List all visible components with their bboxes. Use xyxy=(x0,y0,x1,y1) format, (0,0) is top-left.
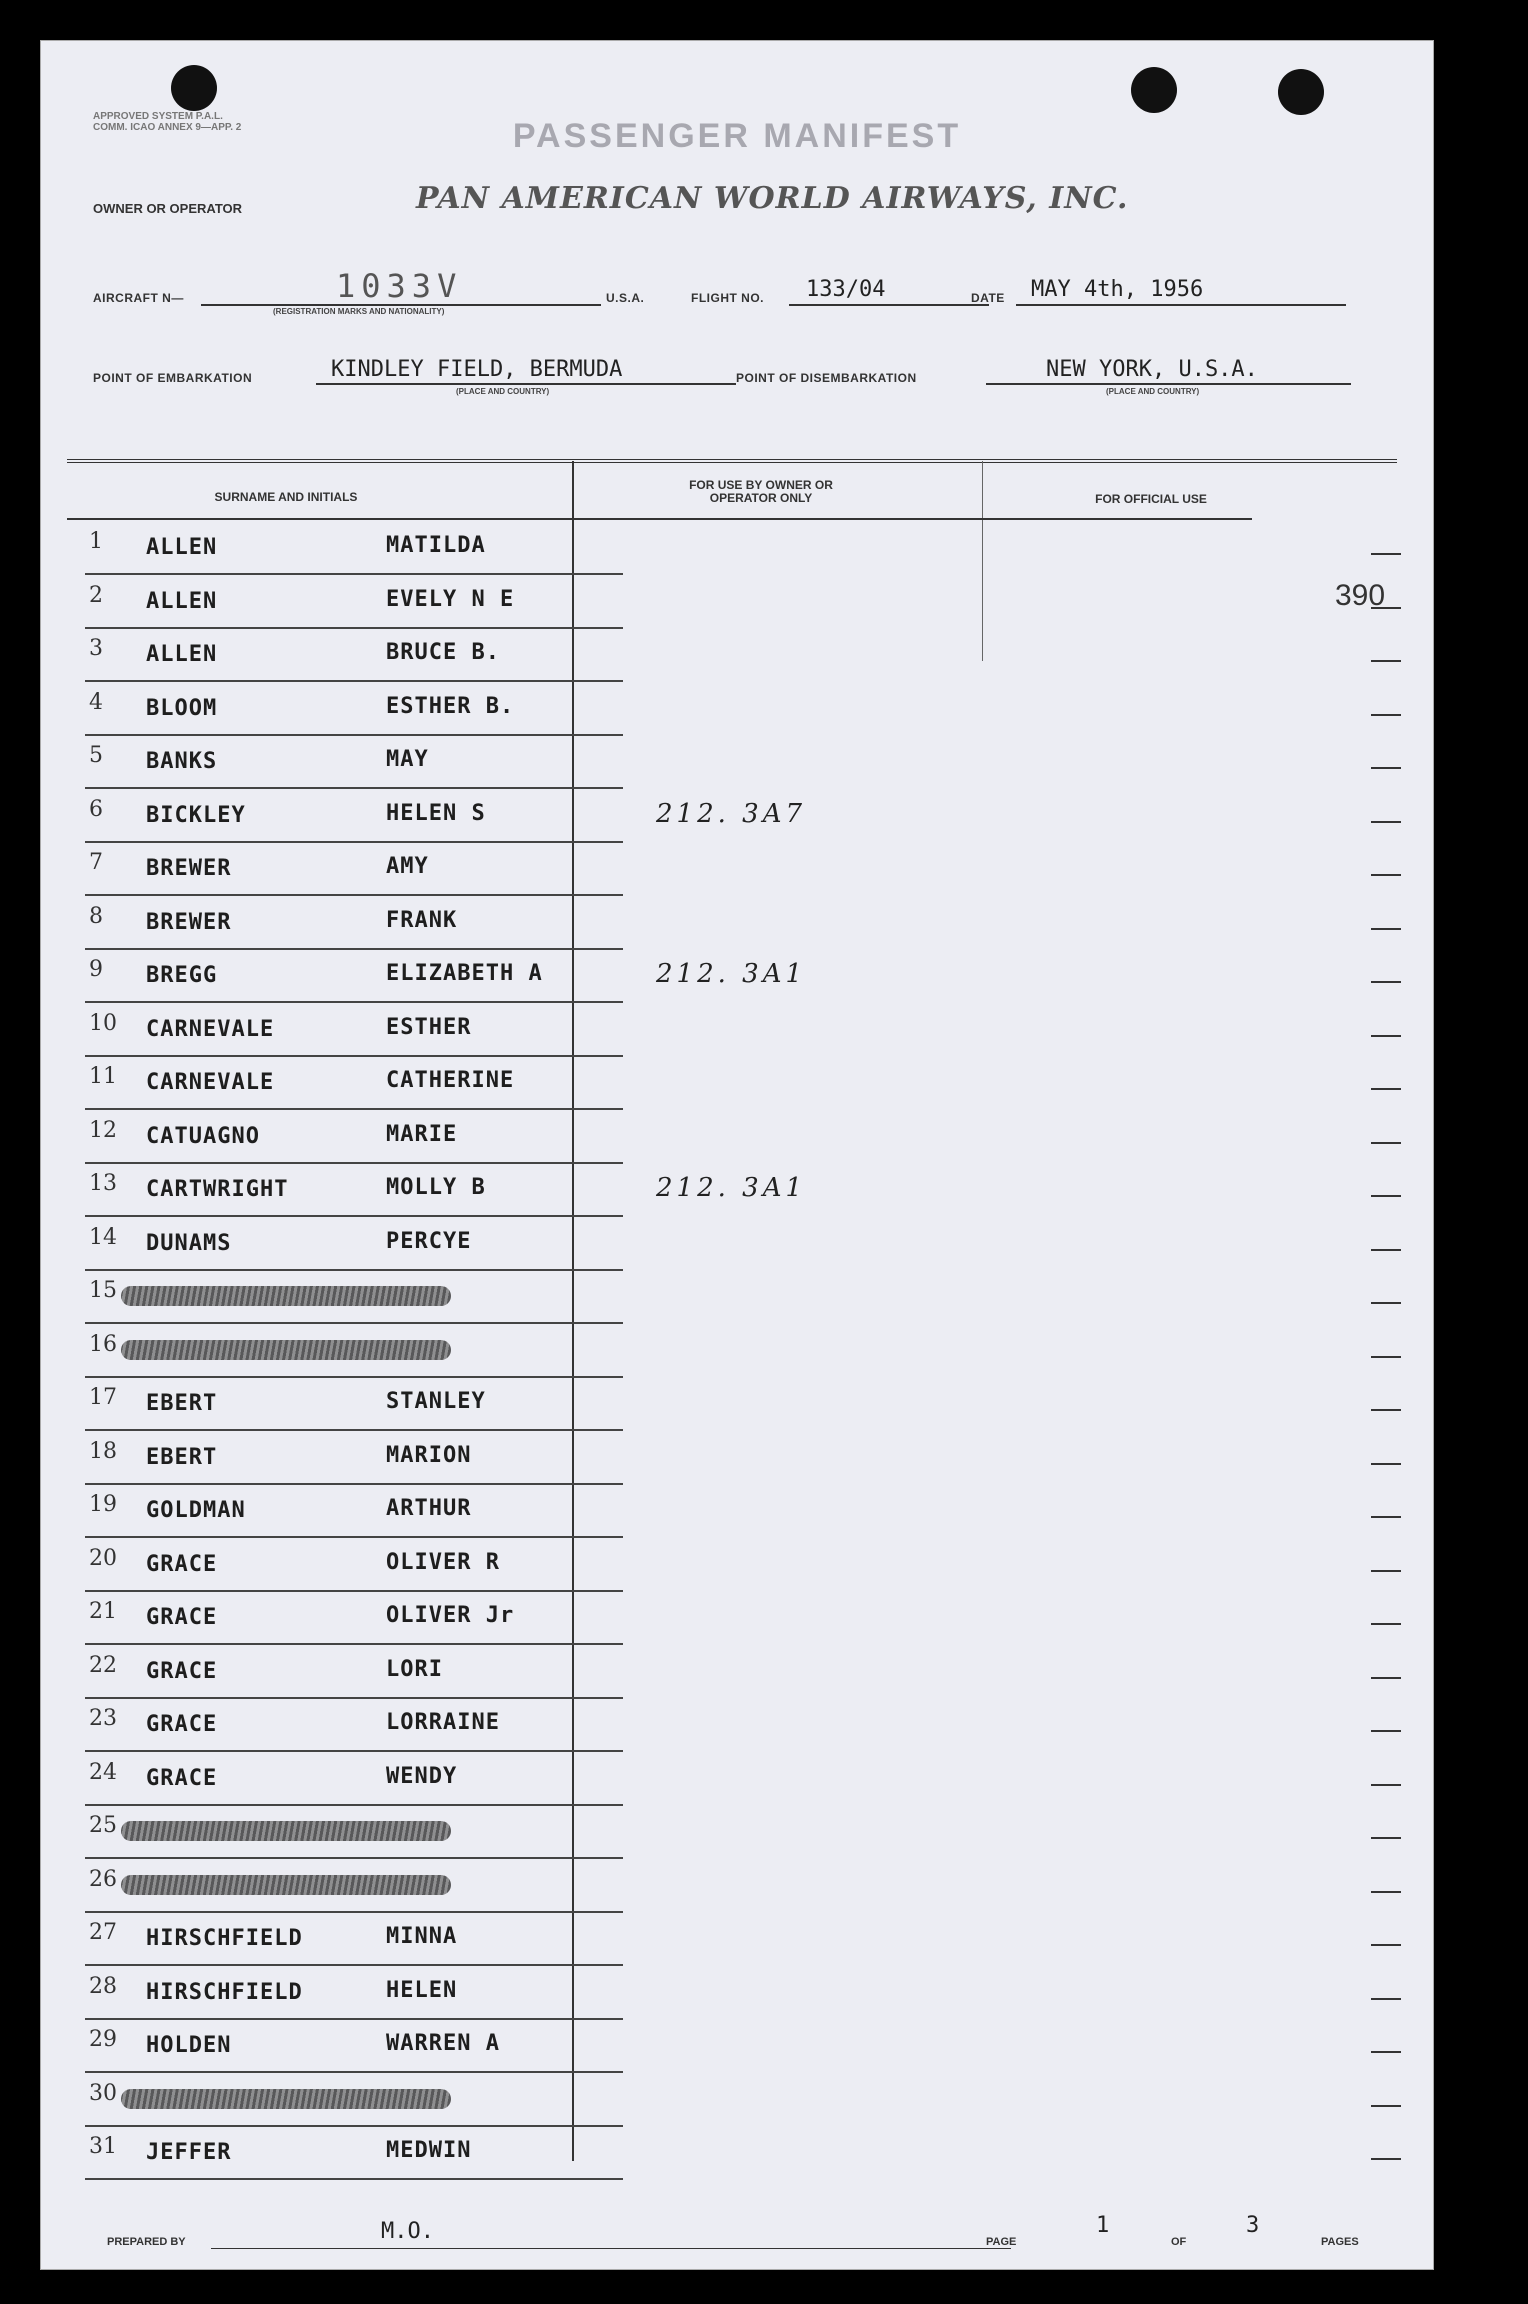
row-number: 5 xyxy=(89,743,103,768)
passenger-surname: HIRSCHFIELD xyxy=(146,1979,303,2005)
passenger-given-name: ESTHER B. xyxy=(386,693,515,719)
passenger-given-name: AMY xyxy=(386,854,429,879)
official-tick xyxy=(1371,1784,1401,1786)
row-number: 17 xyxy=(89,1385,117,1410)
row-rule xyxy=(85,2018,623,2020)
row-rule xyxy=(85,1536,623,1538)
redacted-entry xyxy=(121,2089,451,2109)
official-tick xyxy=(1371,1088,1401,1090)
official-tick xyxy=(1371,1142,1401,1144)
passenger-surname: ALLEN xyxy=(146,642,218,667)
passenger-surname: HIRSCHFIELD xyxy=(146,1926,303,1951)
row-number: 28 xyxy=(89,1973,117,1999)
official-tick xyxy=(1371,714,1401,716)
row-number: 24 xyxy=(89,1759,117,1785)
passenger-given-name: MEDWIN xyxy=(386,2138,472,2163)
passenger-given-name: OLIVER R xyxy=(386,1549,500,1575)
official-tick xyxy=(1371,607,1401,609)
row-number: 7 xyxy=(89,850,103,875)
row-number: 14 xyxy=(89,1224,117,1250)
official-tick xyxy=(1371,1837,1401,1839)
row-number: 26 xyxy=(89,1866,117,1892)
table-row xyxy=(71,951,1401,1003)
table-row xyxy=(71,737,1401,789)
official-tick xyxy=(1371,874,1401,876)
official-tick xyxy=(1371,2158,1401,2160)
row-number: 16 xyxy=(89,1331,117,1357)
page-label: PAGE xyxy=(986,2236,1017,2248)
passenger-surname: GRACE xyxy=(146,1765,218,1791)
table-row xyxy=(71,1914,1401,1966)
passenger-given-name: WARREN A xyxy=(386,2031,500,2056)
table-row xyxy=(71,1165,1401,1217)
date-label: DATE xyxy=(971,291,1005,305)
row-rule xyxy=(85,1697,623,1699)
passenger-surname: GRACE xyxy=(146,1605,218,1630)
table-row xyxy=(71,1112,1401,1164)
row-rule xyxy=(85,948,623,950)
row-rule xyxy=(85,1001,623,1003)
official-tick xyxy=(1371,553,1401,555)
passenger-given-name: ELIZABETH A xyxy=(386,961,543,986)
official-tick xyxy=(1371,2051,1401,2053)
col-owner-header: FOR USE BY OWNER OR OPERATOR ONLY xyxy=(689,478,833,505)
approval-stamp: APPROVED SYSTEM P.A.L. COMM. ICAO ANNEX 9—APP. 2 xyxy=(93,111,242,133)
passenger-surname: BREWER xyxy=(146,909,232,935)
table-row xyxy=(71,630,1401,682)
row-number: 21 xyxy=(89,1599,117,1624)
row-rule xyxy=(85,1162,623,1164)
table-row xyxy=(71,1272,1401,1324)
aircraft-value: 1033V xyxy=(336,267,463,305)
table-row xyxy=(71,1540,1401,1592)
passenger-surname: GRACE xyxy=(146,1551,218,1577)
owner-label: OWNER OR OPERATOR xyxy=(93,201,243,216)
passenger-surname: BLOOM xyxy=(146,695,218,721)
row-rule xyxy=(85,573,623,575)
row-number: 3 xyxy=(89,636,103,661)
embarkation-label: POINT OF EMBARKATION xyxy=(93,371,253,385)
owner-name: PAN AMERICAN WORLD AIRWAYS, INC. xyxy=(416,181,1129,216)
aircraft-sub: (REGISTRATION MARKS AND NATIONALITY) xyxy=(273,307,445,316)
table-row xyxy=(71,1700,1401,1752)
passenger-surname: CARNEVALE xyxy=(146,1070,275,1095)
row-rule xyxy=(85,1750,623,1752)
table-row xyxy=(71,2128,1401,2180)
page-number: 1 xyxy=(1096,2213,1110,2238)
embarkation-sub: (PLACE AND COUNTRY) xyxy=(456,387,550,396)
official-tick xyxy=(1371,1677,1401,1679)
passenger-given-name: MAY xyxy=(386,747,429,772)
passenger-surname: HOLDEN xyxy=(146,2033,232,2058)
row-number: 8 xyxy=(89,903,103,929)
official-tick xyxy=(1371,1302,1401,1304)
official-tick xyxy=(1371,767,1401,769)
table-row xyxy=(71,1486,1401,1538)
disembarkation-label: POINT OF DISEMBARKATION xyxy=(736,371,917,385)
official-tick xyxy=(1371,821,1401,823)
row-rule xyxy=(85,1055,623,1057)
passenger-given-name: STANLEY xyxy=(386,1389,486,1414)
official-tick xyxy=(1371,660,1401,662)
passenger-surname: BICKLEY xyxy=(146,802,246,828)
row-rule xyxy=(85,1857,623,1859)
row-number: 1 xyxy=(89,529,103,554)
passenger-given-name: LORRAINE xyxy=(386,1710,500,1735)
passenger-given-name: HELEN xyxy=(386,1977,458,2003)
passenger-given-name: MARIE xyxy=(386,1121,458,1147)
passenger-given-name: OLIVER Jr xyxy=(386,1603,515,1628)
row-rule xyxy=(85,1964,623,1966)
row-number: 11 xyxy=(89,1064,117,1089)
flight-value: 133/04 xyxy=(806,277,886,302)
official-tick xyxy=(1371,981,1401,983)
row-number: 12 xyxy=(89,1117,117,1143)
embarkation-value: KINDLEY FIELD, BERMUDA xyxy=(331,357,623,382)
side-note: 390 xyxy=(1335,579,1386,612)
row-number: 25 xyxy=(89,1813,117,1838)
operator-note: 212. 3A1 xyxy=(656,959,807,989)
disembarkation-sub: (PLACE AND COUNTRY) xyxy=(1106,387,1200,396)
table-row xyxy=(71,1754,1401,1806)
passenger-given-name: MOLLY B xyxy=(386,1175,486,1200)
aircraft-label: AIRCRAFT N— xyxy=(93,291,184,305)
operator-note: 212. 3A1 xyxy=(656,1173,807,1203)
row-rule xyxy=(85,1590,623,1592)
row-rule xyxy=(85,1108,623,1110)
flight-label: FLIGHT NO. xyxy=(691,291,764,305)
official-tick xyxy=(1371,1623,1401,1625)
row-rule xyxy=(85,787,623,789)
row-number: 22 xyxy=(89,1652,117,1678)
row-rule xyxy=(85,2125,623,2127)
passenger-given-name: WENDY xyxy=(386,1763,458,1789)
table-row xyxy=(71,577,1401,629)
passenger-surname: GRACE xyxy=(146,1658,218,1684)
pages-label: PAGES xyxy=(1321,2236,1359,2248)
prepared-value: M.O. xyxy=(381,2219,434,2244)
passenger-given-name: FRANK xyxy=(386,907,458,933)
passenger-surname: DUNAMS xyxy=(146,1230,232,1256)
row-rule xyxy=(85,1483,623,1485)
table-row xyxy=(71,1058,1401,1110)
passenger-surname: BREGG xyxy=(146,963,218,988)
passenger-given-name: HELEN S xyxy=(386,800,486,826)
table-row xyxy=(71,1861,1401,1913)
row-number: 9 xyxy=(89,957,103,982)
col-names-header: SURNAME AND INITIALS xyxy=(214,490,358,504)
row-number: 19 xyxy=(89,1492,117,1517)
row-rule xyxy=(85,1429,623,1431)
passenger-surname: JEFFER xyxy=(146,2140,232,2165)
row-number: 30 xyxy=(89,2080,117,2106)
table-row xyxy=(71,1593,1401,1645)
official-tick xyxy=(1371,2105,1401,2107)
passenger-given-name: ESTHER xyxy=(386,1014,472,1040)
redacted-entry xyxy=(121,1340,451,1360)
row-number: 31 xyxy=(89,2134,117,2159)
official-tick xyxy=(1371,1998,1401,2000)
disembarkation-value: NEW YORK, U.S.A. xyxy=(1046,357,1258,382)
table-row xyxy=(71,1433,1401,1485)
row-number: 23 xyxy=(89,1706,117,1731)
date-value: MAY 4th, 1956 xyxy=(1031,277,1204,302)
table-row xyxy=(71,2021,1401,2073)
passenger-surname: ALLEN xyxy=(146,535,218,560)
passenger-surname: CARTWRIGHT xyxy=(146,1177,289,1202)
row-number: 4 xyxy=(89,689,103,715)
official-tick xyxy=(1371,1409,1401,1411)
table-row xyxy=(71,1005,1401,1057)
passenger-given-name: PERCYE xyxy=(386,1228,472,1254)
passenger-surname: BANKS xyxy=(146,749,218,774)
row-rule xyxy=(85,2178,623,2180)
row-rule xyxy=(85,1322,623,1324)
row-number: 13 xyxy=(89,1171,117,1196)
redacted-entry xyxy=(121,1286,451,1306)
punch-hole xyxy=(1278,69,1324,115)
passenger-given-name: MATILDA xyxy=(386,533,486,558)
prepared-label: PREPARED BY xyxy=(107,2236,186,2248)
redacted-entry xyxy=(121,1875,451,1895)
passenger-given-name: MINNA xyxy=(386,1924,458,1949)
passenger-surname: EBERT xyxy=(146,1391,218,1416)
table-row xyxy=(71,1379,1401,1431)
passenger-given-name: EVELY N E xyxy=(386,586,515,612)
passenger-surname: GOLDMAN xyxy=(146,1498,246,1523)
row-rule xyxy=(85,1269,623,1271)
row-number: 27 xyxy=(89,1920,117,1945)
row-rule xyxy=(85,894,623,896)
table-row xyxy=(71,898,1401,950)
passenger-given-name: CATHERINE xyxy=(386,1068,515,1093)
passenger-surname: EBERT xyxy=(146,1444,218,1470)
row-number: 29 xyxy=(89,2027,117,2052)
table-row xyxy=(71,1647,1401,1699)
official-tick xyxy=(1371,928,1401,930)
punch-hole xyxy=(171,65,217,111)
table-row xyxy=(71,684,1401,736)
document-title: PASSENGER MANIFEST xyxy=(512,117,962,155)
table-row xyxy=(71,1968,1401,2020)
manifest-page xyxy=(40,40,1434,2270)
table-row xyxy=(71,1807,1401,1859)
passenger-given-name: LORI xyxy=(386,1656,443,1682)
page-total: 3 xyxy=(1246,2213,1260,2238)
row-rule xyxy=(85,1215,623,1217)
official-tick xyxy=(1371,1035,1401,1037)
passenger-given-name: MARION xyxy=(386,1442,472,1468)
row-number: 6 xyxy=(89,796,103,822)
official-tick xyxy=(1371,1249,1401,1251)
official-tick xyxy=(1371,1730,1401,1732)
table-row xyxy=(71,1326,1401,1378)
official-tick xyxy=(1371,1944,1401,1946)
row-rule xyxy=(85,627,623,629)
row-rule xyxy=(85,1376,623,1378)
row-rule xyxy=(85,841,623,843)
operator-note: 212. 3A7 xyxy=(656,798,807,829)
row-number: 18 xyxy=(89,1438,117,1464)
passenger-given-name: ARTHUR xyxy=(386,1496,472,1521)
row-number: 15 xyxy=(89,1278,117,1303)
official-tick xyxy=(1371,1570,1401,1572)
row-rule xyxy=(85,1643,623,1645)
passenger-surname: BREWER xyxy=(146,856,232,881)
passenger-surname: ALLEN xyxy=(146,588,218,614)
aircraft-country: U.S.A. xyxy=(606,291,645,305)
row-rule xyxy=(85,734,623,736)
table-row xyxy=(71,844,1401,896)
row-number: 20 xyxy=(89,1545,117,1571)
col-official-header: FOR OFFICIAL USE xyxy=(1095,492,1207,506)
official-tick xyxy=(1371,1463,1401,1465)
table-row xyxy=(71,791,1401,843)
row-rule xyxy=(85,1911,623,1913)
table-row xyxy=(71,523,1401,575)
official-tick xyxy=(1371,1516,1401,1518)
passenger-given-name: BRUCE B. xyxy=(386,640,500,665)
row-rule xyxy=(85,680,623,682)
passenger-surname: CATUAGNO xyxy=(146,1123,260,1149)
punch-hole xyxy=(1131,67,1177,113)
official-tick xyxy=(1371,1891,1401,1893)
passenger-surname: CARNEVALE xyxy=(146,1016,275,1042)
passenger-surname: GRACE xyxy=(146,1712,218,1737)
row-number: 2 xyxy=(89,582,103,608)
table-row xyxy=(71,1219,1401,1271)
row-number: 10 xyxy=(89,1010,117,1036)
redacted-entry xyxy=(121,1821,451,1841)
row-rule xyxy=(85,2071,623,2073)
official-tick xyxy=(1371,1195,1401,1197)
row-rule xyxy=(85,1804,623,1806)
of-label: OF xyxy=(1171,2236,1187,2248)
table-row xyxy=(71,2075,1401,2127)
official-tick xyxy=(1371,1356,1401,1358)
